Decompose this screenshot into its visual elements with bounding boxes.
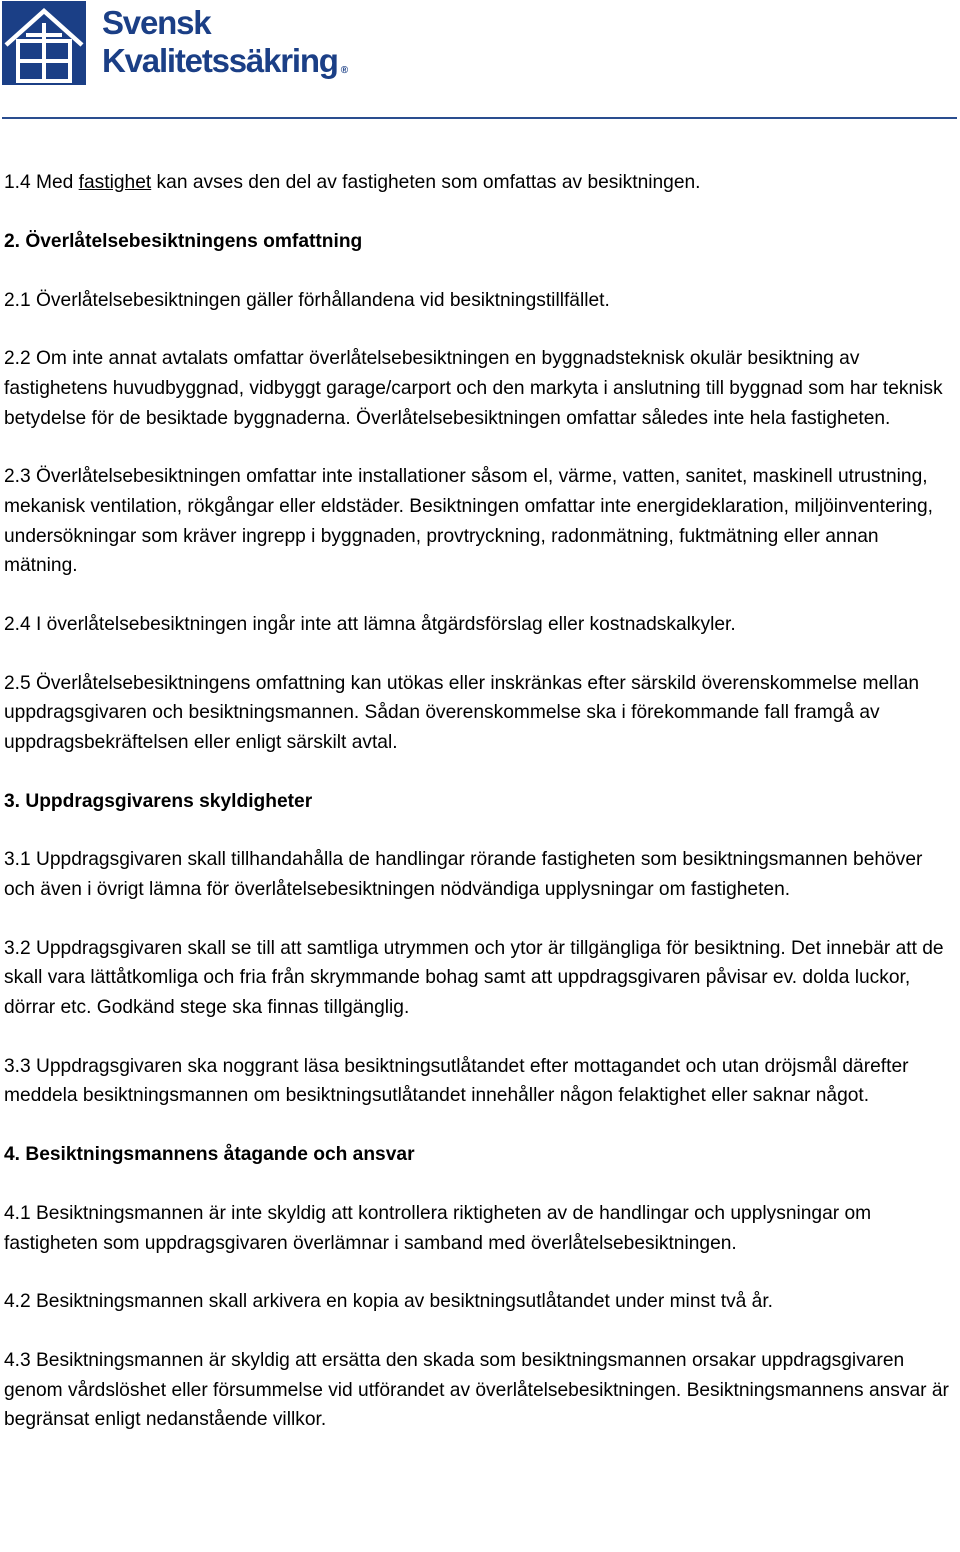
page-header [0, 0, 960, 120]
section-heading-3: 3. Uppdragsgivarens skyldigheter [4, 790, 313, 812]
paragraph-2-4: 2.4 I överlåtelsebesiktningen ingår inte att lämna åtgärdsförslag eller kostnadskalkyler. [4, 613, 736, 635]
paragraph-3-1: 3.1 Uppdragsgivaren skall tillhandahålla de handlingar rörande fastigheten som besiktningsmannen behöver och även i övrigt lämna för överlåtelsebesiktningen nödvändiga upplysningar om fastigheten. [4, 849, 923, 900]
term-fastighet: fastighet [78, 172, 152, 193]
brand-name-line2 [102, 42, 349, 80]
paragraph-3-3: 3.3 Uppdragsgivaren ska noggrant läsa besiktningsutlåtandet efter mottagandet och utan dröjsmål därefter meddela besiktningsmannen om besiktningsutlåtandet innehåller någon felaktighet eller saknar något. [4, 1055, 909, 1107]
brand-name-line2-text: Kvalitetssäkring [102, 42, 338, 79]
paragraph-1-4 [4, 168, 954, 198]
paragraph-1-4-suffix: kan avses den del av fastigheten som omfattas av besiktningen. [151, 172, 701, 193]
paragraph-4-3: 4.3 Besiktningsmannen är skyldig att ersätta den skada som besiktningsmannen orsakar uppdragsgivaren genom vårdslöshet eller försummelse vid utförandet av överlåtelsebesiktningen. Besiktningsmannens ansvar är begränsat enligt nedanstående villkor. [4, 1350, 949, 1431]
paragraph-4-1: 4.1 Besiktningsmannen är inte skyldig att kontrollera riktigheten av de handlingar och upplysningar om fastigheten som uppdragsgivaren överlämnar i samband med överlåtelsebesiktningen. [4, 1202, 872, 1254]
brand-wordmark [102, 4, 349, 80]
brand-name-line1: Svensk [102, 4, 211, 41]
registered-mark: ® [340, 65, 349, 76]
paragraph-2-1: 2.1 Överlåtelsebesiktningen gäller förhållandena vid besiktningstillfället. [4, 289, 610, 311]
section-heading-2: 2. Överlåtelsebesiktningens omfattning [4, 230, 363, 252]
paragraph-3-2: 3.2 Uppdragsgivaren skall se till att samtliga utrymmen och ytor är tillgängliga för besiktning. Det innebär att de skall vara lättåtkomliga och fria från skrymmande bohag samt att uppdragsgivaren påvisar ev. dolda luckor, dörrar etc. Godkänd stege ska finnas tillgänglig. [4, 937, 944, 1018]
paragraph-2-5: 2.5 Överlåtelsebesiktningens omfattning kan utökas eller inskränkas efter särskild överenskommelse mellan uppdragsgivaren och besiktningsmannen. Sådan överenskommelse ska i förekommande fall framgå av uppdragsbekräftelsen eller enligt särskilt avtal. [4, 672, 920, 753]
house-logo-icon [2, 1, 86, 85]
section-heading-4: 4. Besiktningsmannens åtagande och ansvar [4, 1144, 415, 1166]
header-divider [2, 117, 957, 119]
paragraph-2-2: 2.2 Om inte annat avtalats omfattar överlåtelsebesiktningen en byggnadsteknisk okulär besiktning av fastighetens huvudbyggnad, vidbyggt garage/carport och den markyta i anslutning till byggnad som har teknisk betydelse för de besiktade byggnaderna. Överlåtelsebesiktningen omfattar således inte hela fastigheten. [4, 348, 943, 429]
document-body [4, 168, 954, 1464]
paragraph-2-3: 2.3 Överlåtelsebesiktningen omfattar inte installationer såsom el, värme, vatten, sanitet, maskinell utrustning, mekanisk ventilation, rökgångar eller eldstäder. Besiktningen omfattar inte energideklaration, miljöinventering, undersökningar som kräver ingrepp i byggnaden, provtryckning, radonmätning, fuktmätning eller annan mätning. [4, 466, 933, 577]
paragraph-4-2: 4.2 Besiktningsmannen skall arkivera en kopia av besiktningsutlåtandet under minst två år. [4, 1291, 773, 1313]
paragraph-1-4-prefix: 1.4 Med [4, 172, 79, 193]
